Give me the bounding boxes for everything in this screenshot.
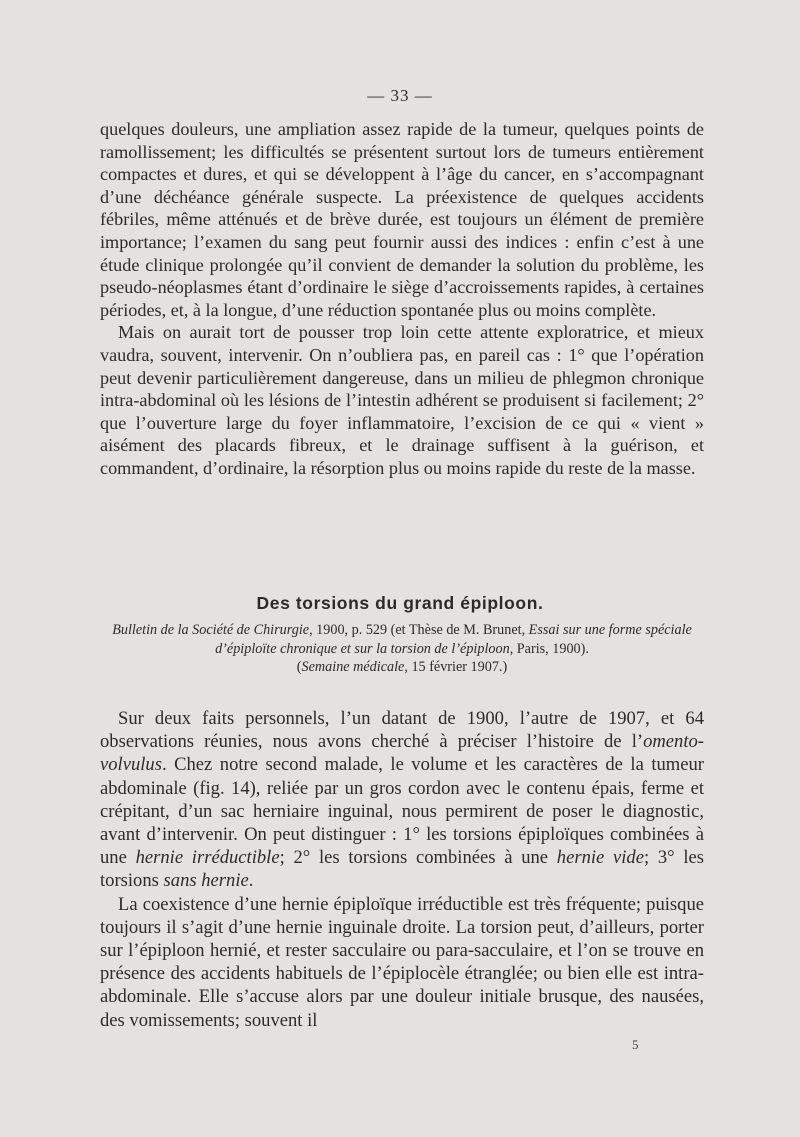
citation-thesis-title: Essai sur une forme spéciale d’épiploïte chronique et sur la torsion de l’épiploon bbox=[215, 622, 692, 657]
section-title: Des torsions du grand épiploon. bbox=[256, 593, 544, 613]
emphasis-term: hernie vide bbox=[556, 847, 644, 869]
citation-details: , 1900, p. 529 (et Thèse de M. Brunet, bbox=[309, 622, 529, 638]
text-run: ; 3° les torsions bbox=[100, 847, 704, 892]
text-run: ; 2° les torsions combinées à une bbox=[279, 847, 557, 869]
emphasis-term: sans hernie bbox=[163, 870, 249, 892]
paragraph bbox=[100, 707, 704, 893]
signature-mark: 5 bbox=[632, 1037, 639, 1052]
text-run: Sur deux faits personnels, l’un datant de 1900, l’autre de 1907, et 64 observations réunies, nous avons cherché à préciser l’histoire de l’ bbox=[100, 708, 704, 753]
paragraph: La coexistence d’une hernie épiploïque irréductible est très fréquente; puisque toujours il s’agit d’une hernie inguinale droite. La torsion peut, d’ailleurs, porter sur l’épiploon hernié, et rester sacculaire ou para-sacculaire, et l’on se trouve en présence des accidents habituels de l’épiplocèle étranglée; ou bien elle est intra-abdominale. Elle s’accuse alors par une douleur initiale brusque, des nausées, des vomissements; souvent il bbox=[100, 893, 704, 1031]
emphasis-term: omento-volvulus bbox=[100, 731, 704, 776]
text-run: . Chez notre second malade, le volume et les caractères de la tumeur abdominale (fig. 14), reliée par un gros cordon avec le contenu épais, ferme et crépitant, d’un sac herniaire inguinal, nous permirent de poser le diagnostic, avant d’intervenir. On peut distinguer : 1° les torsions épiploïques combinées à une bbox=[100, 754, 704, 869]
citation-date-2: , 15 février 1907.) bbox=[404, 659, 508, 675]
text-section-top bbox=[100, 118, 704, 480]
citation-journal-2: Semaine médicale bbox=[301, 659, 405, 675]
citation-thesis-place: , Paris, 1900). bbox=[509, 640, 589, 657]
citation: Bulletin de la Société de Chirurgie, 1900, p. 529 (et Thèse de M. Brunet, Essai sur une forme spéciale d’épiploïte chronique et sur la torsion de l’épiploon, Paris, 1900). (Semaine médicale, 15 février 1907.) bbox=[112, 622, 692, 675]
citation-journal: Bulletin de la Société de Chirurgie bbox=[112, 622, 310, 638]
text-section-bottom bbox=[100, 707, 704, 1032]
page-number: — 33 — bbox=[367, 86, 433, 105]
emphasis-term: hernie irréductible bbox=[135, 847, 280, 869]
text-run: . bbox=[248, 870, 254, 892]
paragraph: quelques douleurs, une ampliation assez rapide de la tumeur, quelques points de ramollissement; les difficultés se présentent surtout lors de tumeurs entièrement compactes et dures, et qui se développent à l’âge du cancer, en s’accompagnant d’une déchéance générale suspecte. La préexistence de quelques accidents fébriles, même atténués et de brève durée, est toujours un élément de première importance; l’examen du sang peut fournir aussi des indices : enfin c’est à une étude clinique prolongée qu’il convient de demander la solution du problème, les pseudo-néoplasmes étant d’ordinaire le siège d’accroissements rapides, à certaines périodes, et, à la longue, d’une réduction spontanée plus ou moins complète. bbox=[100, 119, 704, 320]
paragraph: Mais on aurait tort de pousser trop loin cette attente exploratrice, et mieux vaudra, souvent, intervenir. On n’oubliera pas, en pareil cas : 1° que l’opération peut devenir particulièrement dangereuse, dans un milieu de phlegmon chronique intra-abdominal où les lésions de l’intestin adhérent se produisent si facilement; 2° que l’ouverture large du foyer inflammatoire, l’excision de ce qui « vient » aisément des placards fibreux, et le drainage suffisent à la guérison, et commandent, d’ordinaire, la résorption plus ou moins rapide du reste de la masse. bbox=[100, 322, 704, 478]
